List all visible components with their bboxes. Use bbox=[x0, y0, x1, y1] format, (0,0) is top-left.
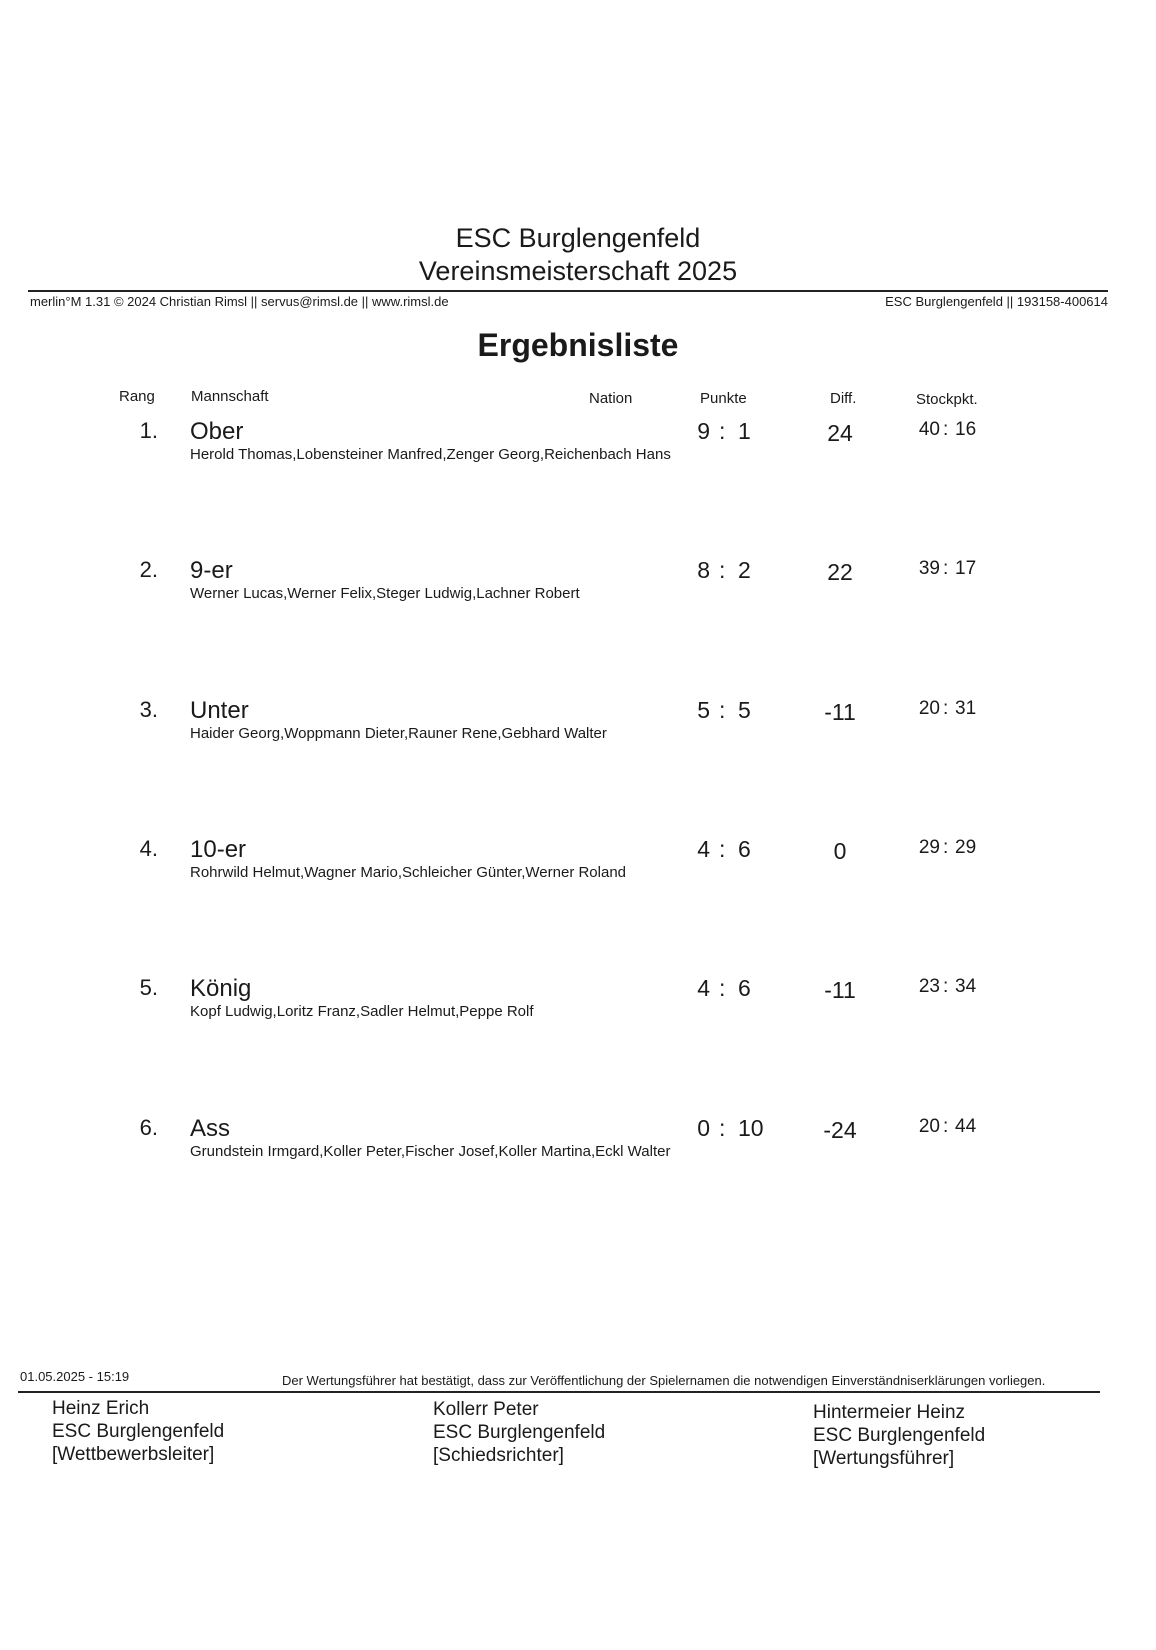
official-name: Hintermeier Heinz bbox=[813, 1402, 966, 1423]
stock-against: 44 bbox=[955, 1116, 977, 1137]
header-rule bbox=[28, 290, 1108, 292]
points-for: 0 bbox=[697, 1115, 710, 1141]
rank: 1. bbox=[139, 418, 158, 443]
points-for: 4 bbox=[697, 836, 710, 862]
team-players: Herold Thomas,Lobensteiner Manfred,Zenger Georg,Reichenbach Hans bbox=[190, 446, 671, 463]
points-against: 1 bbox=[738, 418, 751, 444]
official-club: ESC Burglengenfeld bbox=[433, 1422, 606, 1443]
column-header-diff: Diff. bbox=[830, 390, 857, 407]
points-for: 9 bbox=[697, 418, 710, 444]
official-role: [Schiedsrichter] bbox=[433, 1445, 564, 1466]
stock-separator: : bbox=[943, 419, 949, 440]
points-against: 2 bbox=[738, 557, 751, 583]
official-name: Kollerr Peter bbox=[433, 1399, 539, 1420]
points-against: 10 bbox=[738, 1115, 764, 1141]
points-separator: : bbox=[719, 557, 726, 583]
points-for: 5 bbox=[697, 697, 710, 723]
stock-against: 34 bbox=[955, 976, 977, 997]
software-credit: merlin°M 1.31 © 2024 Christian Rimsl || servus@rimsl.de || www.rimsl.de bbox=[30, 294, 449, 309]
official-club: ESC Burglengenfeld bbox=[813, 1425, 986, 1446]
points-separator: : bbox=[719, 975, 726, 1001]
column-header-points: Punkte bbox=[700, 390, 747, 407]
difference: -11 bbox=[824, 977, 856, 1003]
official-name: Heinz Erich bbox=[52, 1398, 150, 1419]
team-name: Ober bbox=[190, 418, 244, 445]
team-name: 9-er bbox=[190, 557, 233, 584]
stock-separator: : bbox=[943, 1116, 949, 1137]
stock-for: 39 bbox=[918, 558, 940, 579]
difference: 24 bbox=[827, 420, 853, 446]
points-for: 8 bbox=[697, 557, 710, 583]
result-row bbox=[0, 418, 1156, 518]
team-players: Rohrwild Helmut,Wagner Mario,Schleicher Günter,Werner Roland bbox=[190, 864, 627, 881]
points-separator: : bbox=[719, 418, 726, 444]
stock-for: 29 bbox=[918, 837, 940, 858]
team-name: 10-er bbox=[190, 836, 247, 863]
team-players: Werner Lucas,Werner Felix,Steger Ludwig,Lachner Robert bbox=[190, 585, 580, 602]
stock-against: 29 bbox=[955, 837, 977, 858]
stock-against: 17 bbox=[955, 558, 977, 579]
stock-for: 20 bbox=[918, 698, 940, 719]
page-title: Ergebnisliste bbox=[477, 327, 679, 363]
points-against: 5 bbox=[738, 697, 751, 723]
result-row bbox=[0, 836, 1156, 936]
team-players: Kopf Ludwig,Loritz Franz,Sadler Helmut,Peppe Rolf bbox=[190, 1003, 534, 1020]
stock-against: 16 bbox=[955, 419, 977, 440]
column-header-rank: Rang bbox=[119, 388, 155, 405]
official-scorekeeper bbox=[813, 1401, 985, 1470]
stock-for: 40 bbox=[918, 419, 940, 440]
difference: 22 bbox=[827, 559, 853, 585]
result-row bbox=[0, 1115, 1156, 1215]
stock-separator: : bbox=[943, 976, 949, 997]
points-separator: : bbox=[719, 697, 726, 723]
official-competition-leader bbox=[52, 1397, 224, 1466]
official-referee bbox=[433, 1398, 605, 1467]
difference: -24 bbox=[823, 1117, 857, 1143]
rank: 3. bbox=[139, 697, 158, 722]
team-name: Unter bbox=[190, 697, 249, 724]
rank: 4. bbox=[139, 836, 158, 861]
column-header-team: Mannschaft bbox=[191, 388, 269, 405]
difference: -11 bbox=[824, 699, 856, 725]
official-role: [Wettbewerbsleiter] bbox=[52, 1444, 215, 1465]
points-separator: : bbox=[719, 1115, 726, 1141]
official-role: [Wertungsführer] bbox=[813, 1448, 955, 1469]
stock-against: 31 bbox=[955, 698, 977, 719]
stock-separator: : bbox=[943, 837, 949, 858]
result-row bbox=[0, 557, 1156, 657]
club-title: ESC Burglengenfeld bbox=[455, 223, 701, 253]
rank: 5. bbox=[139, 975, 158, 1000]
result-row bbox=[0, 697, 1156, 797]
club-id: ESC Burglengenfeld || 193158-400614 bbox=[885, 294, 1108, 309]
rank: 2. bbox=[139, 557, 158, 582]
column-header-stock-points: Stockpkt. bbox=[916, 391, 978, 408]
stock-separator: : bbox=[943, 558, 949, 579]
team-players: Grundstein Irmgard,Koller Peter,Fischer Josef,Koller Martina,Eckl Walter bbox=[190, 1143, 671, 1160]
stock-for: 20 bbox=[918, 1116, 940, 1137]
official-club: ESC Burglengenfeld bbox=[52, 1421, 225, 1442]
difference: 0 bbox=[833, 838, 847, 864]
points-against: 6 bbox=[738, 836, 751, 862]
points-against: 6 bbox=[738, 975, 751, 1001]
result-row bbox=[0, 975, 1156, 1075]
event-title: Vereinsmeisterschaft 2025 bbox=[418, 256, 738, 286]
team-name: König bbox=[190, 975, 252, 1002]
column-header-nation: Nation bbox=[589, 390, 633, 407]
stock-separator: : bbox=[943, 698, 949, 719]
points-for: 4 bbox=[697, 975, 710, 1001]
footer-rule bbox=[18, 1391, 1100, 1393]
rank: 6. bbox=[139, 1115, 158, 1140]
points-separator: : bbox=[719, 836, 726, 862]
print-timestamp: 01.05.2025 - 15:19 bbox=[20, 1369, 130, 1384]
team-name: Ass bbox=[190, 1115, 231, 1142]
stock-for: 23 bbox=[918, 976, 940, 997]
team-players: Haider Georg,Woppmann Dieter,Rauner Rene,Gebhard Walter bbox=[190, 725, 607, 742]
consent-notice: Der Wertungsführer hat bestätigt, dass zur Veröffentlichung der Spielernamen die notwendigen Einverständniserklärungen vorliegen. bbox=[282, 1373, 1046, 1388]
